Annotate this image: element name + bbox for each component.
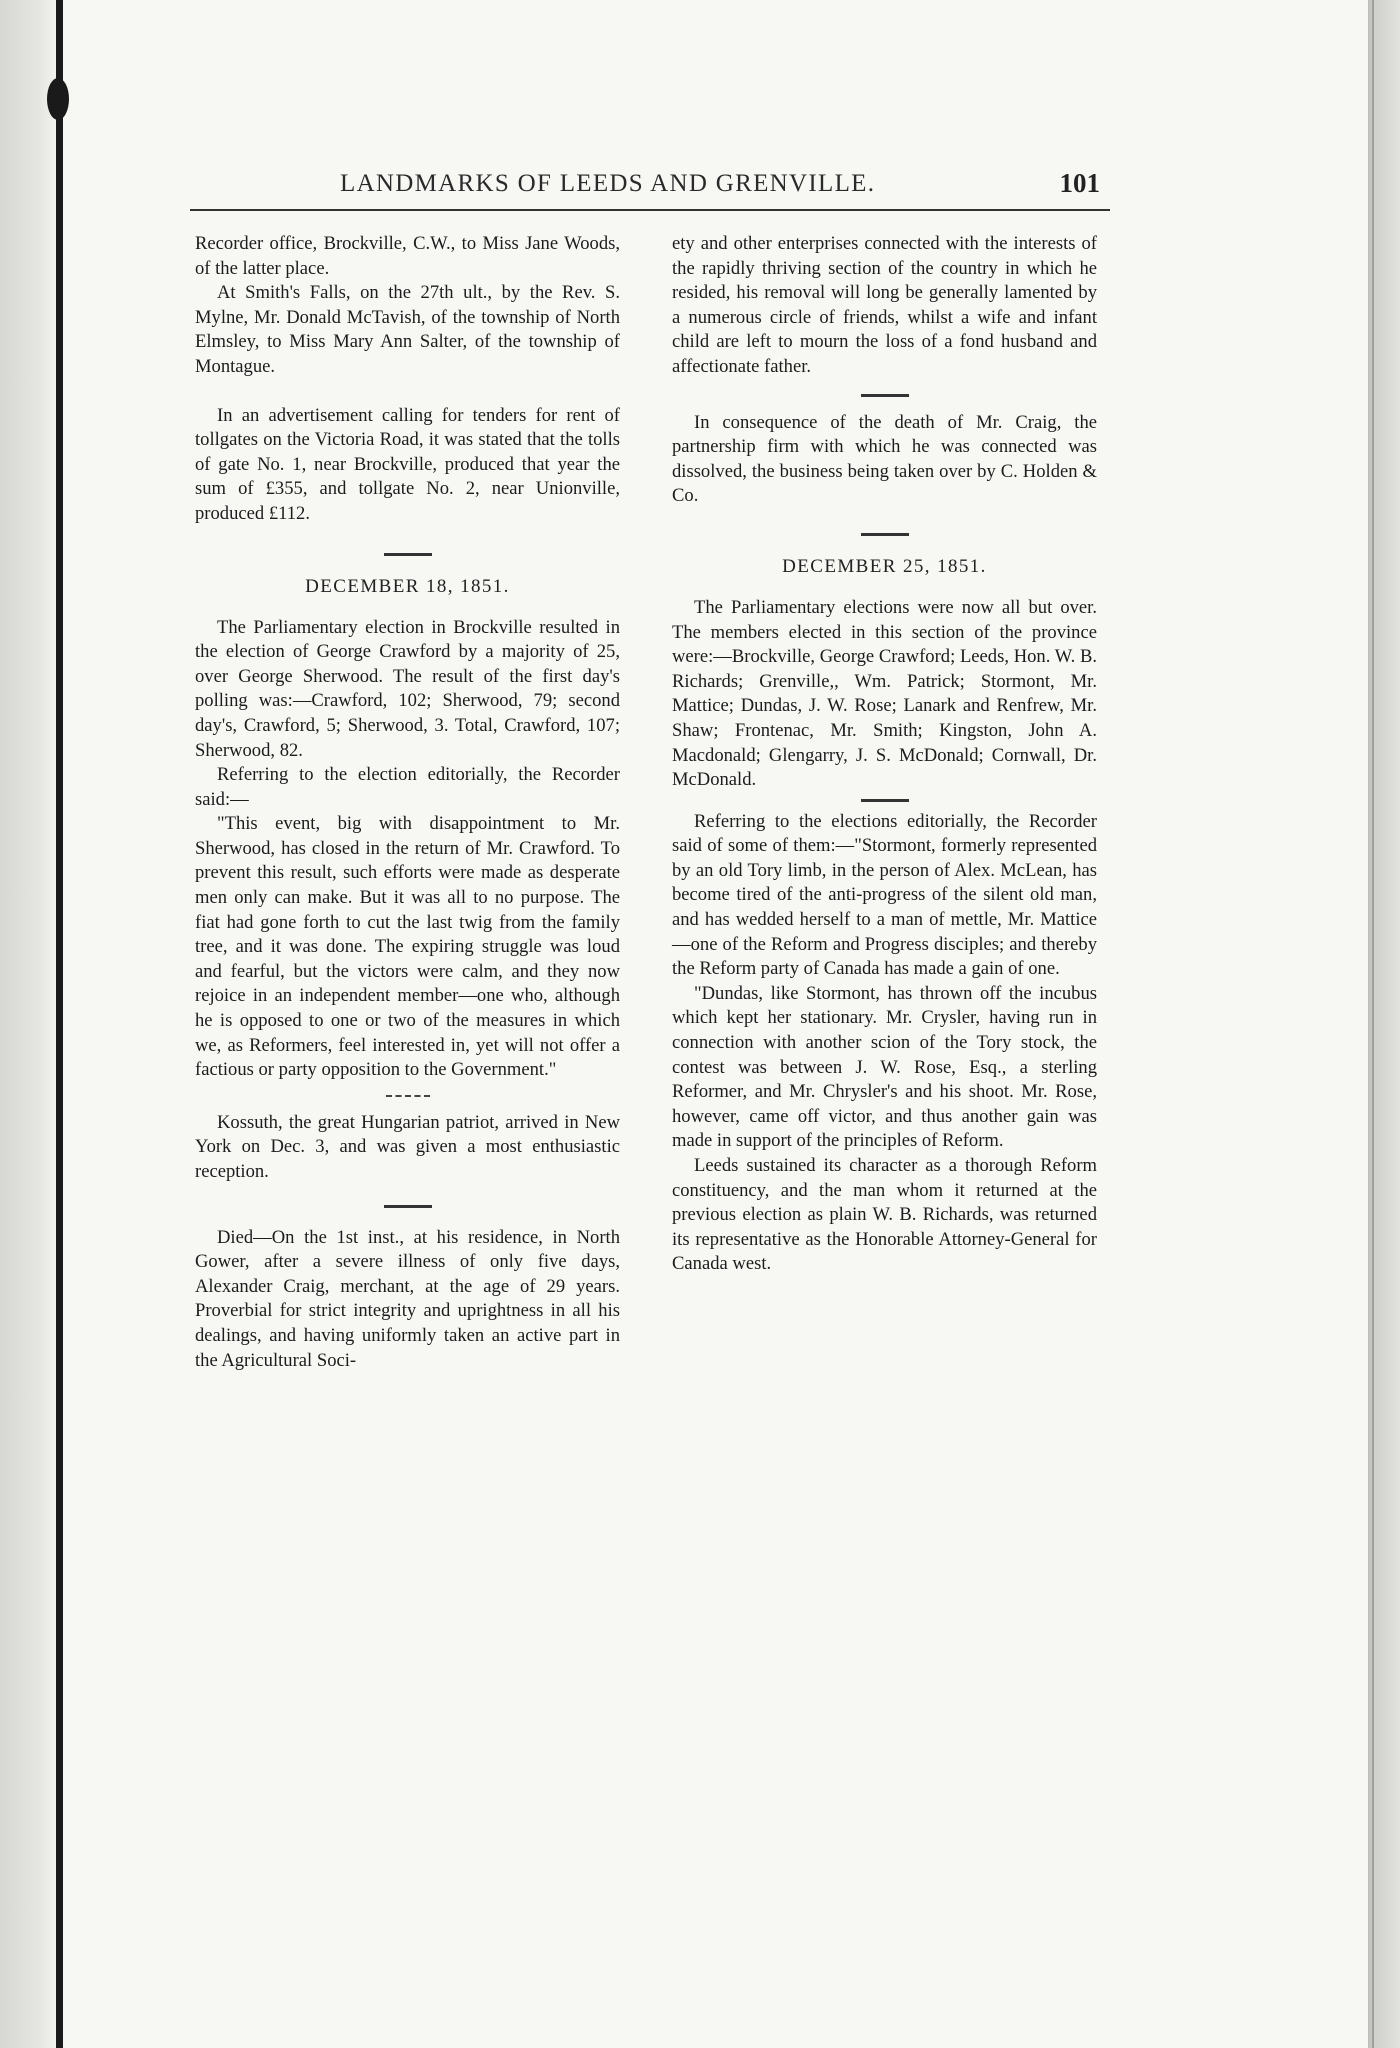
paragraph: In consequence of the death of Mr. Craig, the partnership firm with which he was connected was dissolved, the business being taken over by C. Holden & Co. bbox=[672, 411, 1097, 507]
paragraph-gap bbox=[195, 380, 620, 404]
date-heading: DECEMBER 18, 1851. bbox=[305, 575, 510, 597]
paragraph: "Dundas, like Stormont, has thrown off the incubus which kept her stationary. Mr. Crysler, having run in connection with another scion of the Tory stock, the contest was between J. W. Rose, Esq., a sterling Reformer, and Mr. Chrysler's and his shoot. Mr. Rose, however, came off victor, and thus another gain was made in support of the principles of Reform. bbox=[672, 982, 1097, 1152]
paragraph: Died—On the 1st inst., at his residence, in North Gower, after a severe illness of only five days, Alexander Craig, merchant, at the age of 29 years. Proverbial for strict integrity and uprightness in all his dealings, and having uniformly taken an active part in the Agricultural Soci- bbox=[195, 1226, 620, 1371]
item-separator bbox=[861, 799, 909, 802]
paragraph: At Smith's Falls, on the 27th ult., by the Rev. S. Mylne, Mr. Donald McTavish, of the township of North Elmsley, to Miss Mary Ann Salter, of the township of Montague. bbox=[195, 282, 620, 377]
paragraph: The Parliamentary elections were now all but over. The members elected in this section of the province were:—Brockville, George Crawford; Leeds, Hon. W. B. Richards; Grenville,, Wm. Patrick; Stormont, Mr. Mattice; Dundas, J. W. Rose; Lanark and Renfrew, Mr. Shaw; Frontenac, Mr. Smith; Kingston, John A. Macdonald; Glengarry, J. S. McDonald; Cornwall, Dr. McDonald. bbox=[672, 596, 1097, 791]
page-number: 101 bbox=[1059, 168, 1100, 198]
item-separator bbox=[861, 394, 909, 397]
item-separator bbox=[384, 1205, 432, 1208]
paragraph: "This event, big with disappointment to Mr. Sherwood, has closed in the return of Mr. Crawford. To prevent this result, such efforts were made as desperate men only can make. But it was all to no purpose. The fiat had gone forth to cut the last twig from the family tree, and it was done. The expiring struggle was loud and fearful, but the victors were calm, and they now rejoice in an independent member—one who, although he is opposed to one or two of the measures in which we, as Reformers, feel interested in, yet will not offer a factious or party opposition to the Government." bbox=[195, 813, 620, 1081]
item-separator bbox=[386, 1095, 430, 1097]
paragraph: Kossuth, the great Hungarian patriot, arrived in New York on Dec. 3, and was given a most enthusiastic reception. bbox=[195, 1111, 620, 1182]
section-separator bbox=[384, 553, 432, 556]
date-heading: DECEMBER 25, 1851. bbox=[782, 555, 987, 577]
paragraph: The Parliamentary election in Brockville resulted in the election of George Crawford by a majority of 25, over George Sherwood. The result of the first day's polling was:—Crawford, 102; Sherwood, 79; second day's, Crawford, 5; Sherwood, 3. Total, Crawford, 107; Sherwood, 82. bbox=[195, 616, 620, 761]
section-separator bbox=[861, 533, 909, 536]
running-head bbox=[190, 166, 1110, 214]
paragraph: In an advertisement calling for tenders for rent of tollgates on the Victoria Road, it was stated that the tolls of gate No. 1, near Brockville, produced that year the sum of £355, and tollgate No. 2, near Unionville, produced £112. bbox=[195, 404, 620, 524]
left-column bbox=[195, 232, 620, 1373]
right-column bbox=[672, 232, 1097, 1277]
binding-notch bbox=[47, 78, 69, 120]
scan-margin-left bbox=[0, 0, 58, 2048]
paragraph: Referring to the elections editorially, the Recorder said of some of them:—"Stormont, formerly represented by an old Tory limb, in the person of Alex. McLean, has become tired of the anti-progress of the silent old man, and has wedded herself to a man of mettle, Mr. Mattice—one of the Reform and Progress disciples; and thereby the Reform party of Canada has made a gain of one. bbox=[672, 810, 1097, 980]
paragraph: Leeds sustained its character as a thorough Reform constituency, and the man whom it returned at the previous election as plain W. B. Richards, was returned its representative as the Honorable Attorney-General for Canada west. bbox=[672, 1155, 1097, 1275]
paragraph: Referring to the election editorially, the Recorder said:— bbox=[195, 764, 620, 810]
binding-edge bbox=[56, 0, 63, 2048]
page-edge-line bbox=[1372, 0, 1374, 2048]
running-head-title: LANDMARKS OF LEEDS AND GRENVILLE. bbox=[340, 170, 876, 197]
paragraph: Recorder office, Brockville, C.W., to Miss Jane Woods, of the latter place. bbox=[195, 233, 620, 279]
header-rule bbox=[190, 209, 1110, 211]
paragraph: ety and other enterprises connected with the interests of the rapidly thriving section of the country in which he resided, his removal will long be generally lamented by a numerous circle of friends, whilst a wife and infant child are left to mourn the loss of a fond husband and affectionate father. bbox=[672, 233, 1097, 377]
